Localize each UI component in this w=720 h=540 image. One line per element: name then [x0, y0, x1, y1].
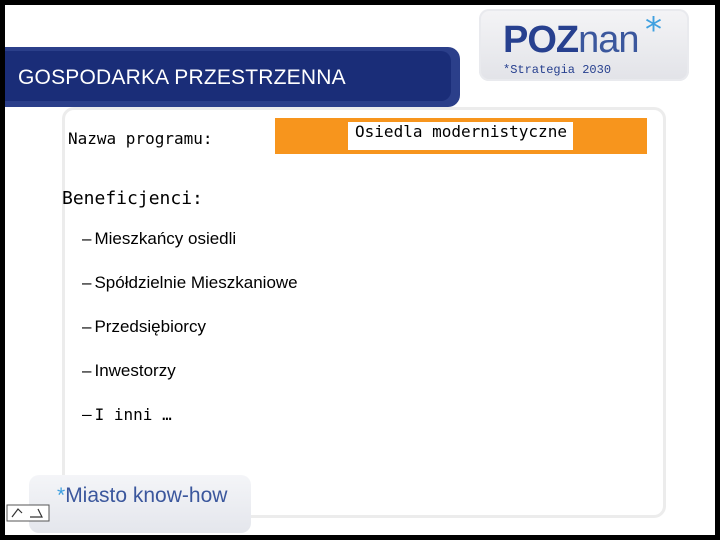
list-item-text: I inni …	[94, 405, 172, 424]
list-item-text: Mieszkańcy osiedli	[94, 229, 237, 248]
title-banner-inner	[5, 51, 451, 101]
logo-caps: POZ	[503, 19, 579, 61]
slide-nav-icon[interactable]	[6, 504, 50, 522]
page-title: GOSPODARKA PRZESTRZENNA	[18, 66, 346, 89]
list-item: – Spółdzielnie Mieszkaniowe	[82, 273, 298, 292]
logo-lower: nan	[578, 19, 639, 61]
list-item-text: Inwestorzy	[94, 361, 176, 380]
list-item: – Mieszkańcy osiedli	[82, 229, 237, 248]
footer-label: Miasto know-how	[65, 484, 228, 507]
list-item: – I inni …	[82, 405, 172, 424]
beneficiaries-title: Beneficjenci:	[62, 188, 203, 209]
footer-logo	[29, 475, 251, 533]
beneficiaries-list	[82, 229, 298, 449]
program-name-box	[275, 118, 647, 154]
title-banner	[5, 47, 460, 107]
logo-subtitle: *Strategia 2030	[503, 63, 612, 77]
poznan-logo	[479, 9, 689, 81]
footer-text	[57, 484, 227, 508]
logo-star-icon: *	[645, 10, 662, 50]
list-item-text: Spółdzielnie Mieszkaniowe	[94, 273, 298, 292]
footer-star-icon: *	[57, 484, 66, 507]
logo-wordmark	[503, 21, 639, 59]
list-item: – Przedsiębiorcy	[82, 317, 206, 336]
list-item: – Inwestorzy	[82, 361, 176, 380]
program-name-value: Osiedla modernistyczne	[355, 122, 567, 141]
list-item-text: Przedsiębiorcy	[94, 317, 206, 336]
program-name-label: Nazwa programu:	[68, 129, 213, 148]
